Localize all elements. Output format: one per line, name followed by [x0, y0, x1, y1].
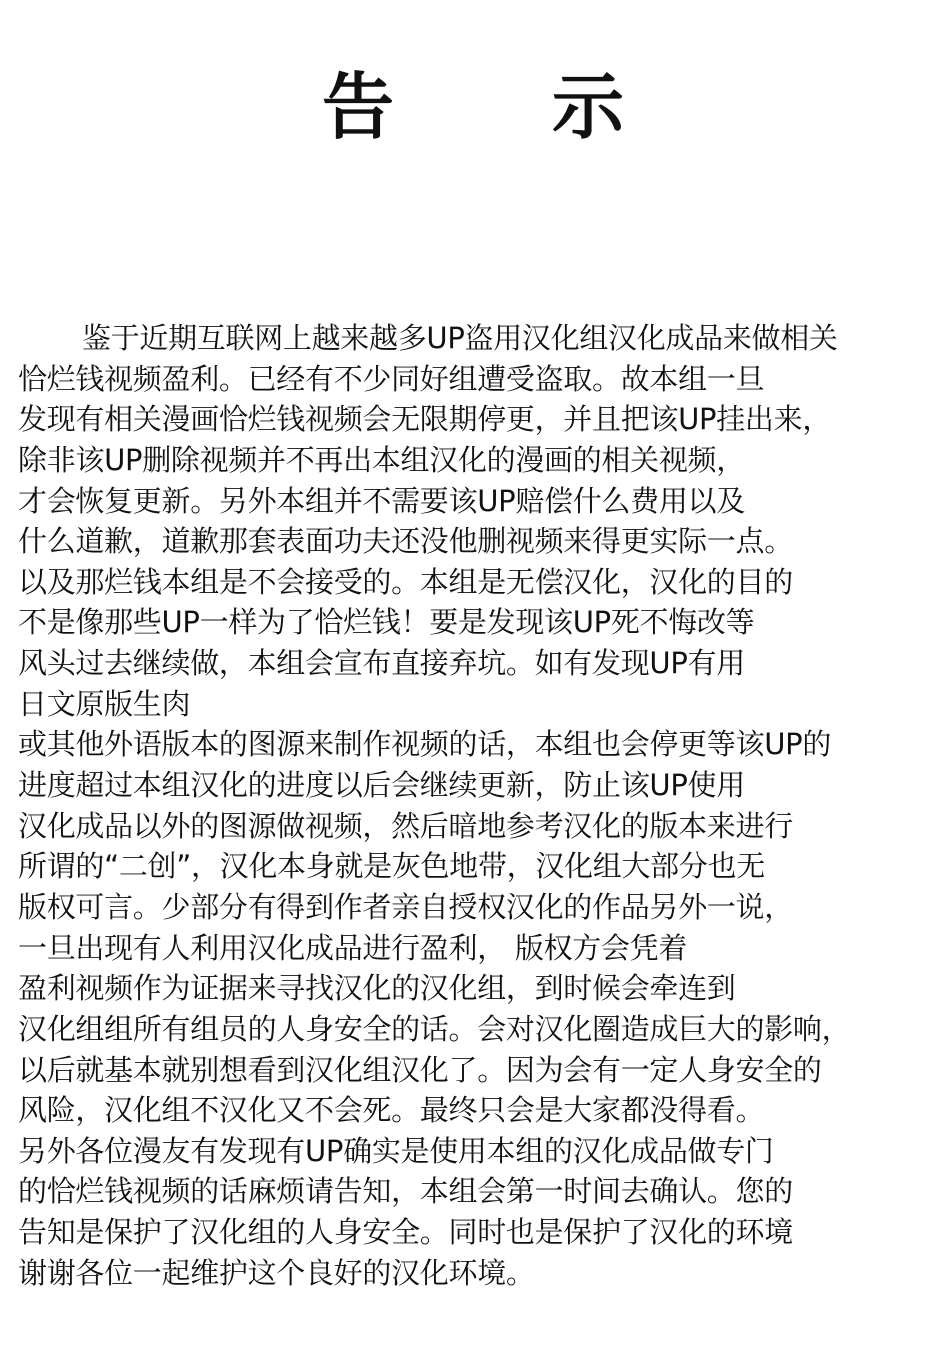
text-line: 不是像那些UP一样为了恰烂钱！要是发现该UP死不悔改等 [18, 605, 755, 640]
text-line: 谢谢各位一起维护这个良好的汉化环境。 [18, 1255, 535, 1290]
text-line: 发现有相关漫画恰烂钱视频会无限期停更，并且把该UP挂出来， [18, 402, 832, 437]
text-line: 汉化成品以外的图源做视频，然后暗地参考汉化的版本来进行 [18, 808, 793, 843]
text-line: 什么道歉，道歉那套表面功夫还没他删视频来得更实际一点。 [18, 524, 793, 559]
text-line: 以后就基本就别想看到汉化组汉化了。因为会有一定人身安全的 [18, 1052, 822, 1087]
text-line: 以及那烂钱本组是不会接受的。本组是无偿汉化，汉化的目的 [18, 564, 793, 599]
text-line: 盈利视频作为证据来寻找汉化的汉化组，到时候会牵连到 [18, 971, 736, 1006]
title-char: 示 [552, 65, 625, 149]
text-line: 所谓的“二创”，汉化本身就是灰色地带，汉化组大部分也无 [18, 849, 765, 884]
text-line: 风头过去继续做，本组会宣布直接弃坑。如有发现UP有用 [18, 646, 745, 681]
text-line: 才会恢复更新。另外本组并不需要该UP赔偿什么费用以及 [18, 483, 745, 518]
text-line: 版权可言。少部分有得到作者亲自授权汉化的作品另外一说， [18, 889, 793, 924]
text-line: 一旦出现有人利用汉化成品进行盈利， 版权方会凭着 [18, 930, 688, 965]
text-line: 进度超过本组汉化的进度以后会继续更新，防止该UP使用 [18, 768, 745, 803]
notice-body [18, 318, 947, 1293]
text-line: 风险，汉化组不汉化又不会死。最终只会是大家都没得看。 [18, 1093, 765, 1128]
text-line: 恰烂钱视频盈利。已经有不少同好组遭受盗取。故本组一旦 [18, 361, 765, 396]
title-char: 告 [322, 65, 395, 149]
text-line: 的恰烂钱视频的话麻烦请告知，本组会第一时间去确认。您的 [18, 1174, 793, 1209]
text-line: 除非该UP删除视频并不再出本组汉化的漫画的相关视频， [18, 442, 745, 477]
text-line: 日文原版生肉 [18, 686, 191, 721]
text-line: 或其他外语版本的图源来制作视频的话，本组也会停更等该UP的 [18, 727, 832, 762]
text-line: 汉化组组所有组员的人身安全的话。会对汉化圈造成巨大的影响， [18, 1011, 851, 1046]
text-line: 告知是保护了汉化组的人身安全。同时也是保护了汉化的环境 [18, 1215, 793, 1250]
notice-title [0, 62, 947, 152]
text-line: 另外各位漫友有发现有UP确实是使用本组的汉化成品做专门 [18, 1133, 774, 1168]
text-line: 鉴于近期互联网上越来越多UP盗用汉化组汉化成品来做相关 [82, 321, 838, 355]
